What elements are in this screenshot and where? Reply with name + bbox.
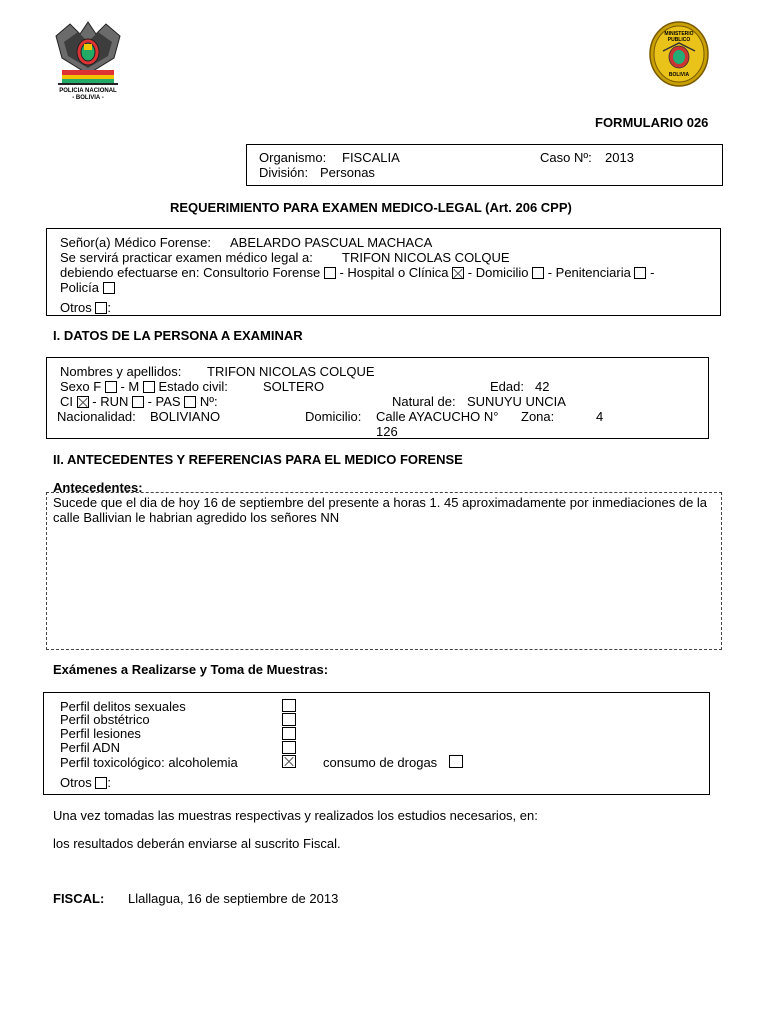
estado-value: SOLTERO xyxy=(263,379,325,394)
nacionalidad-value: BOLIVIANO xyxy=(150,409,221,424)
domicilio-line-2: 126 xyxy=(376,424,398,439)
police-logo-caption-2: - BOLIVIA - xyxy=(72,95,104,101)
caso-value: 2013 xyxy=(605,150,634,165)
checkbox-exam-lesiones[interactable] xyxy=(282,727,296,740)
exams-otros-label: Otros xyxy=(60,775,92,790)
section1-heading: I. DATOS DE LA PERSONA A EXAMINAR xyxy=(53,328,303,343)
exam-label-obstetrico: Perfil obstétrico xyxy=(60,712,150,727)
antecedentes-text: Sucede que el dia de hoy 16 de septiembre del presente a horas 1. 45 aproximadamente por inmediaciones de la calle Ballivian le habrian agredido los señores NN xyxy=(53,495,708,525)
checkbox-ci[interactable] xyxy=(77,396,89,408)
checkbox-drogas[interactable] xyxy=(449,755,463,768)
option-dash: - xyxy=(650,265,655,280)
closing-line-1: Una vez tomadas las muestras respectivas y realizados los estudios necesarios, en: xyxy=(53,808,538,823)
otros-row xyxy=(60,300,111,315)
id-row xyxy=(60,394,218,409)
checkbox-penitenciaria[interactable] xyxy=(634,267,646,279)
division-value: Personas xyxy=(320,165,375,180)
exam-label-toxicologico: Perfil toxicológico: alcoholemia xyxy=(60,755,238,770)
place-date: Llallagua, 16 de septiembre de 2013 xyxy=(128,891,339,906)
medico-label: Señor(a) Médico Forense: xyxy=(60,235,212,250)
policia-row xyxy=(60,280,115,295)
option-penitenciaria-label: - Penitenciaria xyxy=(547,265,631,280)
natural-label: Natural de: xyxy=(392,394,456,409)
checkbox-exams-otros[interactable] xyxy=(95,777,107,789)
sexo-f-label: Sexo F xyxy=(60,379,102,394)
otros-label: Otros xyxy=(60,300,92,315)
ministerio-logo-line-3: BOLIVIA xyxy=(668,72,690,78)
organismo-value: FISCALIA xyxy=(342,150,400,165)
nombres-label: Nombres y apellidos: xyxy=(60,364,182,379)
closing-line-2: los resultados deberán enviarse al suscrito Fiscal. xyxy=(53,836,341,851)
natural-value: SUNUYU UNCIA xyxy=(467,394,566,409)
edad-value: 42 xyxy=(535,379,550,394)
page-title: REQUERIMIENTO PARA EXAMEN MEDICO-LEGAL (Art. 206 CPP) xyxy=(170,200,572,215)
ministerio-logo-line-1: MINISTERIO xyxy=(664,31,694,37)
drogas-label: consumo de drogas xyxy=(323,755,438,770)
ministerio-logo-line-2: PUBLICO xyxy=(667,37,691,43)
checkbox-pas[interactable] xyxy=(184,396,196,408)
exam-label-lesiones: Perfil lesiones xyxy=(60,726,141,741)
checkbox-policia[interactable] xyxy=(103,282,115,294)
checkbox-hospital[interactable] xyxy=(452,267,464,279)
domicilio-line-1: Calle AYACUCHO N° xyxy=(376,409,499,424)
option-hospital-label: - Hospital o Clínica xyxy=(339,265,449,280)
ministerio-publico-logo xyxy=(649,21,709,87)
option-consultorio-label: Consultorio Forense xyxy=(203,265,321,280)
practicar-label: Se servirá practicar examen médico legal a: xyxy=(60,250,313,265)
lugar-row xyxy=(60,265,654,280)
practicar-value: TRIFON NICOLAS COLQUE xyxy=(342,250,510,265)
exams-heading: Exámenes a Realizarse y Toma de Muestras: xyxy=(53,662,329,677)
nacionalidad-label: Nacionalidad: xyxy=(57,409,136,424)
sexo-row xyxy=(60,379,228,394)
exam-label-sexuales: Perfil delitos sexuales xyxy=(60,699,186,714)
checkbox-exam-sexuales[interactable] xyxy=(282,699,296,712)
checkbox-sexo-m[interactable] xyxy=(143,381,155,393)
checkbox-otros[interactable] xyxy=(95,302,107,314)
option-domicilio-label: - Domicilio xyxy=(467,265,529,280)
police-national-logo xyxy=(50,18,126,102)
form-number: FORMULARIO 026 xyxy=(595,115,709,130)
edad-label: Edad: xyxy=(490,379,524,394)
organismo-label: Organismo: xyxy=(259,150,327,165)
checkbox-exam-adn[interactable] xyxy=(282,741,296,754)
run-label: - RUN xyxy=(92,394,129,409)
exam-label-adn: Perfil ADN xyxy=(60,740,120,755)
estado-label: Estado civil: xyxy=(158,379,228,394)
police-logo-caption-1: POLICIA NACIONAL xyxy=(59,88,117,94)
division-label: División: xyxy=(259,165,309,180)
medico-value: ABELARDO PASCUAL MACHACA xyxy=(230,235,433,250)
antecedentes-label: Antecedentes: xyxy=(53,480,143,495)
section2-heading: II. ANTECEDENTES Y REFERENCIAS PARA EL MEDICO FORENSE xyxy=(53,452,463,467)
no-label: Nº: xyxy=(199,394,218,409)
checkbox-consultorio[interactable] xyxy=(324,267,336,279)
option-policia-label: Policía xyxy=(60,280,100,295)
domicilio-label: Domicilio: xyxy=(305,409,362,424)
lugar-label: debiendo efectuarse en: xyxy=(60,265,200,280)
nombres-value: TRIFON NICOLAS COLQUE xyxy=(207,364,375,379)
exams-otros-suffix: : xyxy=(107,775,112,790)
otros-suffix: : xyxy=(107,300,112,315)
police-crest-icon xyxy=(50,18,126,90)
ci-label: CI xyxy=(60,394,73,409)
fiscal-label: FISCAL: xyxy=(53,891,105,906)
checkbox-run[interactable] xyxy=(132,396,144,408)
zona-label: Zona: xyxy=(521,409,555,424)
pas-label: - PAS xyxy=(147,394,181,409)
checkbox-sexo-f[interactable] xyxy=(105,381,117,393)
zona-value: 4 xyxy=(596,409,604,424)
caso-label: Caso Nº: xyxy=(540,150,592,165)
checkbox-exam-obstetrico[interactable] xyxy=(282,713,296,726)
exams-otros-row xyxy=(60,775,111,790)
sexo-m-label: - M xyxy=(120,379,140,394)
checkbox-exam-toxicologico[interactable] xyxy=(282,755,296,768)
checkbox-domicilio[interactable] xyxy=(532,267,544,279)
